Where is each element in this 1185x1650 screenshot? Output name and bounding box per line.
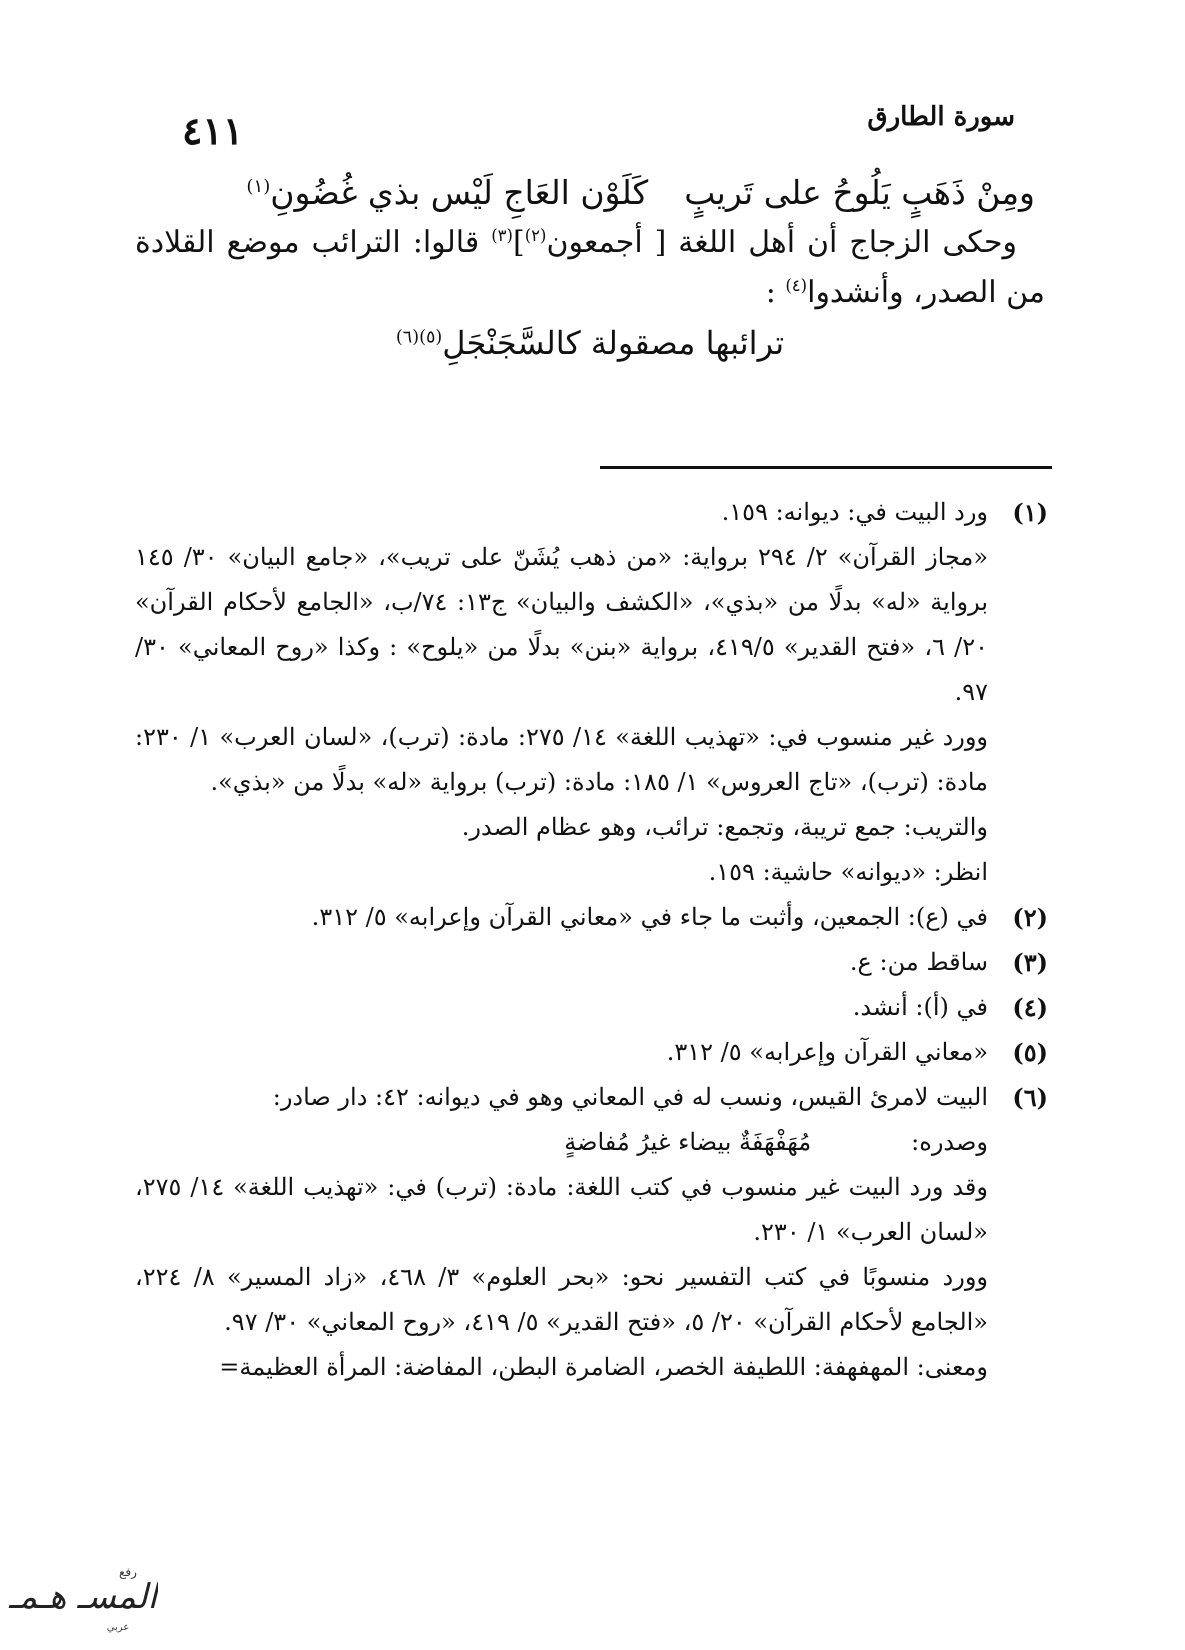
couplet-hemistich: مُهَفْهَفَةٌ بيضاء غيرُ مُفاضةٍ	[564, 1128, 812, 1156]
footnote	[135, 895, 1048, 940]
prose-text: :	[765, 275, 786, 310]
footnote-ref: (١)	[246, 176, 271, 197]
footnote-paragraph: ورد البيت في: ديوانه: ١٥٩.	[721, 498, 988, 526]
footnote-paragraph: انظر: «ديوانه» حاشية: ١٥٩.	[708, 858, 988, 886]
footnote-number: (٥)	[1012, 1038, 1048, 1067]
footnote-number: (٦)	[1012, 1083, 1048, 1112]
verse-hemistich-left: كَلَوْن العَاجِ لَيْس بذي غُضُونِ	[270, 173, 649, 212]
footnote-paragraph: والتريب: جمع تريبة، وتجمع: ترائب، وهو عظام الصدر.	[461, 813, 988, 841]
footnote	[135, 985, 1048, 1030]
footnote-paragraph: وورد غير منسوب في: «تهذيب اللغة» ١٤/ ٢٧٥: مادة: (ترب)، «لسان العرب» ١/ ٢٣٠: مادة: (ترب)، «تاج العروس» ١/ ١٨٥: مادة: (ترب) برواية «له» بدلًا من «بذي».	[135, 723, 989, 796]
footnote-paragraph: البيت لامرئ القيس، ونسب له في المعاني وهو في ديوانه: ٤٢: دار صادر:	[272, 1083, 988, 1111]
main-text	[135, 168, 1045, 368]
library-stamp-logo	[8, 1558, 158, 1638]
footnote-paragraph: وورد منسوبًا في كتب التفسير نحو: «بحر العلوم» ٣/ ٤٦٨، «زاد المسير» ٨/ ٢٢٤، «الجامع لأحكام القرآن» ٢٠/ ٥، «فتح القدير» ٥/ ٤١٩، «روح المعاني» ٣٠/ ٩٧.	[135, 1263, 989, 1336]
footnote-paragraph: «معاني القرآن وإعرابه» ٥/ ٣١٢.	[666, 1038, 988, 1066]
footnote-number: (٣)	[1012, 948, 1048, 977]
footnote-ref: (٣)	[491, 226, 513, 245]
footnotes	[135, 490, 1048, 1390]
stamp-caption: عربي	[106, 1622, 130, 1633]
footnote	[135, 1075, 1048, 1390]
verse-text: ترائبها مصقولة كالسَّجَنْجَلِ	[442, 324, 785, 362]
footnote-paragraph: في (أ): أنشد.	[852, 993, 988, 1021]
footnote-number: (٤)	[1012, 993, 1048, 1022]
stamp-text: المسـ هـمـ	[8, 1577, 158, 1617]
footnote	[135, 490, 1048, 895]
page-header	[130, 88, 1015, 153]
footnote-paragraph: «مجاز القرآن» ٢/ ٢٩٤ برواية: «من ذهب يُشَنّ على تريب»، «جامع البيان» ٣٠/ ١٤٥ برواية «له» بدلًا من «بذي»، «الكشف والبيان» ج١٣: ٧٤/ب، «الجامع لأحكام القرآن» ٢٠/ ٦، «فتح القدير» ٤١٩/٥، برواية «بنن» بدلًا من «يلوح» : وكذا «روح المعاني» ٣٠/ ٩٧.	[135, 543, 989, 706]
bracket-close: ]	[512, 225, 525, 260]
verse-line	[135, 168, 1045, 218]
footnote-ref: (٢)	[524, 226, 547, 245]
footnote-paragraph: ساقط من: ع.	[849, 948, 988, 976]
footnote-paragraph: في (ع): الجمعين، وأثبت ما جاء في «معاني القرآن وإعرابه» ٥/ ٣١٢.	[311, 903, 988, 931]
verse-hemistich-right: ومِنْ ذَهَبٍ يَلُوحُ على تَريبٍ	[684, 173, 1035, 212]
footnote-paragraph: ومعنى: المهفهفة: اللطيفة الخصر، الضامرة البطن، المفاضة: المرأة العظيمة=	[219, 1353, 988, 1381]
footnote-number: (٢)	[1012, 903, 1048, 932]
footnote-ref: (٦)	[395, 327, 420, 348]
stamp-small-text: رفع	[119, 1565, 137, 1579]
prose-paragraph	[135, 218, 1045, 318]
footnote	[135, 940, 1048, 985]
footnote-ref: (٥)	[419, 327, 443, 348]
footnote-number: (١)	[1012, 498, 1048, 527]
prose-text: وحكى الزجاج أن أهل اللغة [ أجمعون	[546, 225, 1017, 260]
footnote-couplet	[135, 1120, 988, 1165]
footnote	[135, 1030, 1048, 1075]
footnote-separator	[600, 466, 1052, 469]
verse-line	[135, 318, 1045, 368]
prose-text: قالوا: الترائب موضع القلادة من الصدر، وأنشدوا	[135, 225, 1045, 310]
couplet-label: وصدره:	[911, 1128, 988, 1156]
footnote-ref: (٤)	[785, 276, 808, 295]
footnote-paragraph: وقد ورد البيت غير منسوب في كتب اللغة: مادة: (ترب) في: «تهذيب اللغة» ١٤/ ٢٧٥، «لسان العرب» ١/ ٢٣٠.	[135, 1173, 988, 1246]
page-number: ٤١١	[182, 108, 244, 153]
sura-title: سورة الطارق	[867, 102, 1015, 132]
